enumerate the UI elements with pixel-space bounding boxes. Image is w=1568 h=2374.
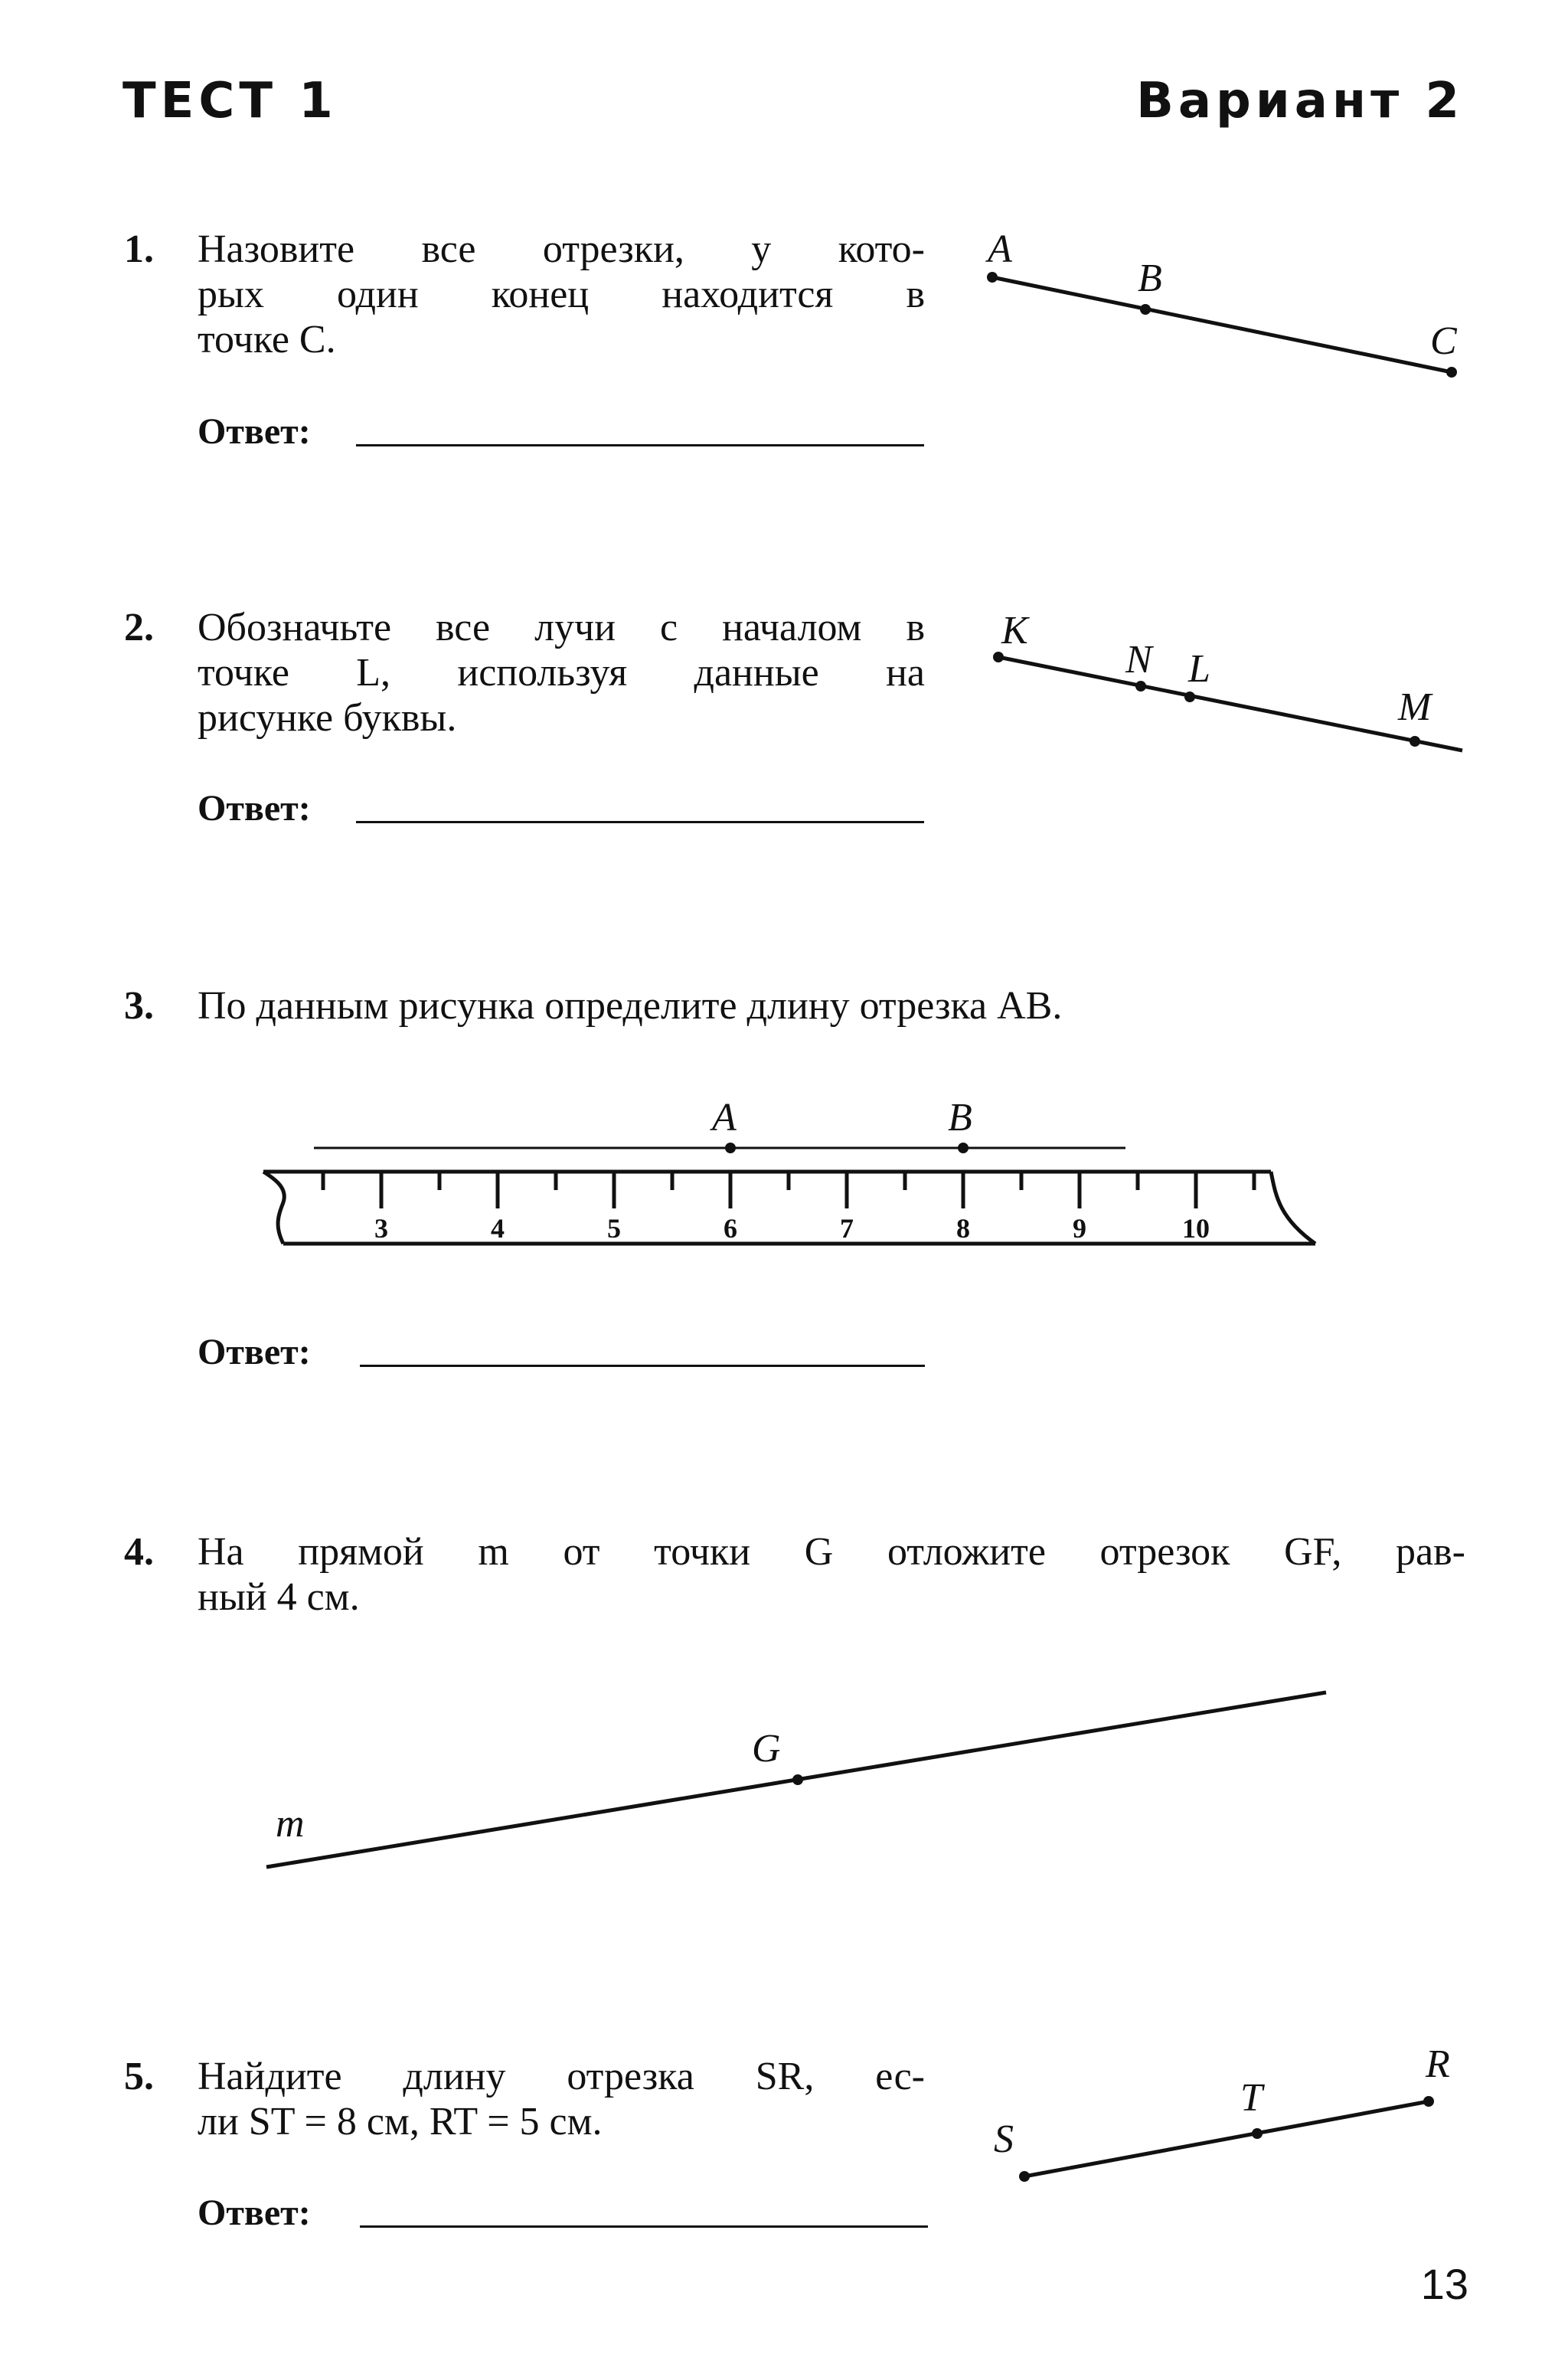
q3-answer-line[interactable] bbox=[360, 1365, 925, 1367]
point-B bbox=[958, 1143, 969, 1153]
point-A bbox=[725, 1143, 736, 1153]
ruler-tick-label: 9 bbox=[1073, 1213, 1086, 1244]
q2-line-1: Обозначьте все лучи с началом в bbox=[198, 606, 925, 649]
ruler-tick-label: 8 bbox=[956, 1213, 970, 1244]
point-T bbox=[1252, 2128, 1263, 2139]
q4-text bbox=[198, 1529, 1465, 1620]
point-S bbox=[1019, 2171, 1030, 2182]
point-M bbox=[1410, 736, 1420, 747]
label-A: A bbox=[712, 1096, 737, 1140]
q3-number: 3. bbox=[124, 984, 154, 1028]
point-A bbox=[987, 272, 998, 283]
q5-figure bbox=[980, 2037, 1485, 2206]
label-m: m bbox=[276, 1802, 305, 1846]
point-L bbox=[1184, 692, 1195, 702]
q1-figure bbox=[965, 222, 1470, 398]
ruler-tick-label: 10 bbox=[1182, 1213, 1210, 1244]
q1-text bbox=[198, 227, 925, 362]
q4-figure bbox=[253, 1669, 1340, 1899]
ruler-tick-label: 6 bbox=[724, 1213, 737, 1244]
ruler-tick-label: 5 bbox=[607, 1213, 621, 1244]
q5-number: 5. bbox=[124, 2055, 154, 2098]
q2-line-3: рисунке буквы. bbox=[198, 696, 457, 740]
q2-figure bbox=[965, 597, 1470, 773]
q5-answer-label: Ответ: bbox=[198, 2193, 311, 2233]
q5-answer-line[interactable] bbox=[360, 2225, 928, 2228]
q2-answer-label: Ответ: bbox=[198, 788, 311, 829]
q3-text: По данным рисунка определите длину отрезка AB. bbox=[198, 984, 1063, 1028]
q1-answer-label: Ответ: bbox=[198, 411, 311, 452]
label-L: L bbox=[1188, 647, 1210, 691]
label-R: R bbox=[1426, 2042, 1450, 2086]
q3-answer-label: Ответ: bbox=[198, 1332, 311, 1372]
q5-line-2: ли ST = 8 см, RT = 5 см. bbox=[198, 2100, 603, 2143]
ruler-tick-label: 4 bbox=[491, 1213, 505, 1244]
q1-number: 1. bbox=[124, 227, 154, 271]
point-C bbox=[1446, 367, 1457, 378]
q2-text bbox=[198, 605, 925, 741]
label-S: S bbox=[994, 2117, 1014, 2161]
label-T: T bbox=[1240, 2076, 1263, 2120]
variant-title: Вариант 2 bbox=[1136, 73, 1464, 129]
q1-line-3: точке C. bbox=[198, 318, 336, 361]
q2-number: 2. bbox=[124, 606, 154, 649]
point-R bbox=[1423, 2096, 1434, 2107]
label-K: K bbox=[1001, 609, 1028, 652]
q1-line-1: Назовите все отрезки, у кото- bbox=[198, 227, 925, 271]
q3-ruler-figure bbox=[253, 1087, 1340, 1264]
q5-text bbox=[198, 2054, 925, 2144]
page-number: 13 bbox=[1420, 2260, 1468, 2308]
label-B: B bbox=[1138, 257, 1162, 300]
q5-line-1: Найдите длину отрезка SR, ес- bbox=[198, 2055, 925, 2098]
q4-number: 4. bbox=[124, 1530, 154, 1574]
test-title: ТЕСТ 1 bbox=[122, 73, 338, 129]
label-C: C bbox=[1430, 319, 1457, 363]
point-G bbox=[792, 1774, 803, 1785]
q2-answer-line[interactable] bbox=[356, 821, 924, 823]
label-A: A bbox=[988, 227, 1012, 271]
q2-line-2: точке L, используя данные на bbox=[198, 651, 925, 695]
label-B: B bbox=[948, 1096, 972, 1140]
point-N bbox=[1135, 681, 1146, 692]
ruler-tick-label: 3 bbox=[374, 1213, 388, 1244]
q1-line-2: рых один конец находится в bbox=[198, 273, 925, 316]
point-K bbox=[993, 652, 1004, 662]
q1-answer-line[interactable] bbox=[356, 444, 924, 446]
point-B bbox=[1140, 304, 1151, 315]
label-G: G bbox=[752, 1727, 781, 1771]
ruler-tick-label: 7 bbox=[840, 1213, 854, 1244]
q4-line-2: ный 4 см. bbox=[198, 1575, 360, 1619]
label-N: N bbox=[1125, 638, 1152, 682]
q4-line-1: На прямой m от точки G отложите отрезок GF, рав- bbox=[198, 1530, 1465, 1574]
label-M: M bbox=[1398, 685, 1432, 729]
